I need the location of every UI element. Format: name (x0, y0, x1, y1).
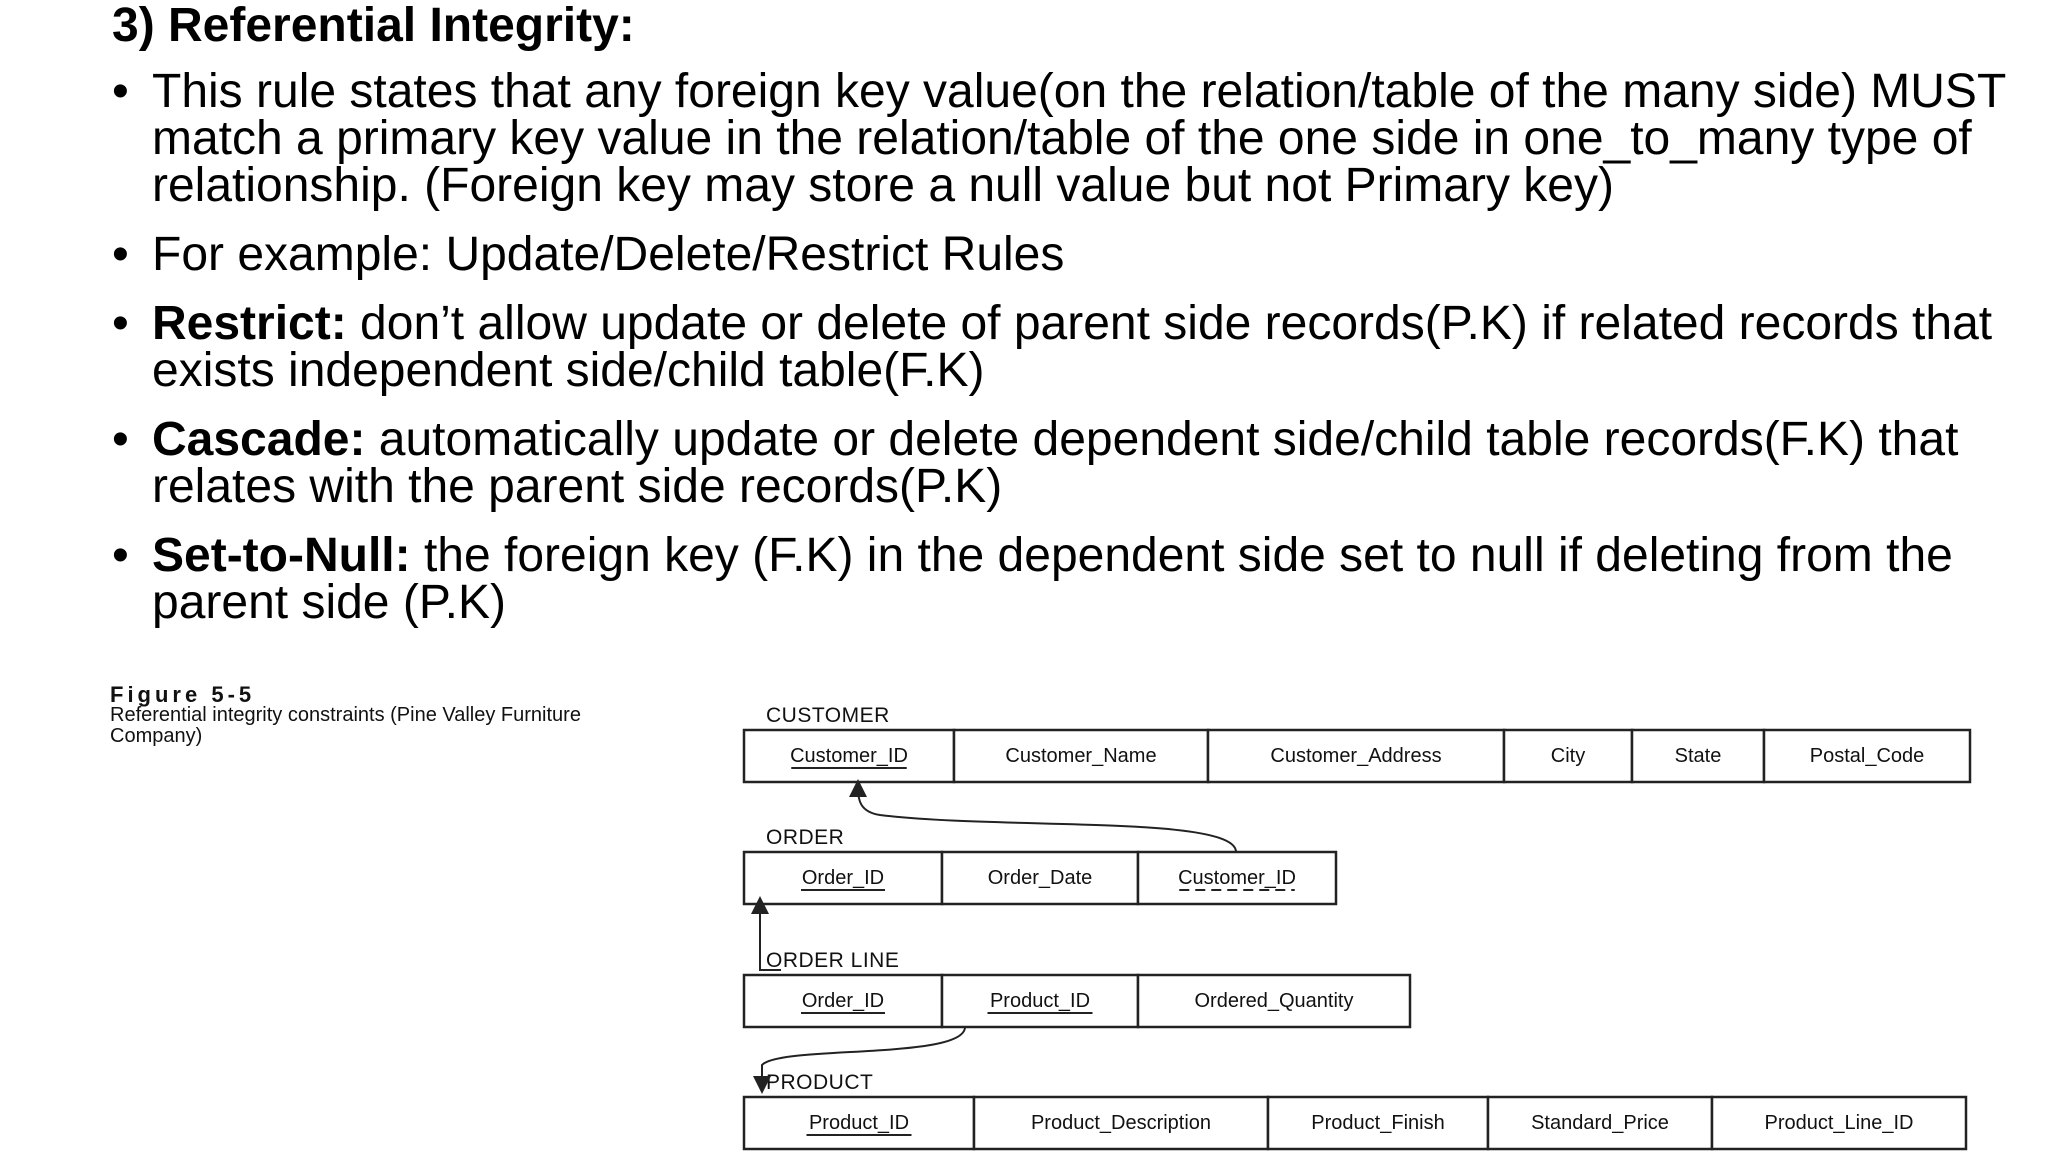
table-product (744, 1071, 1966, 1149)
table-customer (744, 704, 1970, 782)
table-order-line (744, 949, 1410, 1027)
column-name: Product_Description (1030, 1112, 1212, 1134)
table-order (744, 826, 1336, 904)
column-name: Postal_Code (1809, 745, 1925, 767)
table-name: CUSTOMER (766, 704, 890, 727)
table-name: ORDER (766, 826, 845, 849)
column-name: Customer_Address (1270, 745, 1442, 767)
column-name: City (1550, 745, 1586, 767)
bullet-text: the foreign key (F.K) in the dependent side set to null if deleting from the parent side (P.K) (152, 529, 1953, 629)
bullet-icon: • (112, 65, 129, 118)
column-name: Ordered_Quantity (1194, 990, 1354, 1012)
table-name: ORDER LINE (766, 949, 900, 972)
column-name: Product_Line_ID (1764, 1112, 1914, 1134)
column-name: Customer_Name (1005, 745, 1157, 767)
bullet-text: don’t allow update or delete of parent side records(P.K) if related records that exists independent side/child table(F.K) (152, 297, 1993, 397)
column-name: Customer_ID (790, 745, 908, 767)
bullet-icon: • (112, 413, 129, 466)
column-name: Standard_Price (1531, 1112, 1669, 1134)
bullet-term: Cascade: (152, 413, 366, 466)
column-name: Product_ID (989, 990, 1091, 1012)
bullet-text: For example: Update/Delete/Restrict Rules (152, 228, 1065, 281)
column-name: Order_Date (987, 867, 1093, 889)
fk-arrow-order-to-customer (858, 788, 1236, 852)
figure-caption-text: Referential integrity constraints (Pine Valley Furniture Company) (110, 704, 581, 747)
column-name: Order_ID (801, 990, 885, 1012)
figure-label: Figure 5-5 (110, 682, 256, 707)
column-name: Order_ID (801, 867, 885, 889)
column-name: Customer_ID (1178, 867, 1296, 889)
bullet-term: Restrict: (152, 297, 347, 350)
bullet-text: This rule states that any foreign key value(on the relation/table of the many side) MUST match a primary key value in the relation/table of the one side in one_to_many type of relationship. (Foreign key may store a null value but not Primary key) (152, 65, 2006, 212)
column-name: Product_ID (808, 1112, 910, 1134)
bullet-term: Set-to-Null: (152, 529, 411, 582)
bullet-icon: • (112, 228, 129, 281)
bullet-icon: • (112, 529, 129, 582)
slide-title: 3) Referential Integrity: (112, 0, 635, 52)
column-name: Product_Finish (1311, 1112, 1445, 1134)
table-name: PRODUCT (766, 1071, 874, 1094)
column-name: State (1674, 745, 1722, 767)
bullet-icon: • (112, 297, 129, 350)
tables-layer (744, 704, 1970, 1149)
bullet-text: automatically update or delete dependent side/child table records(F.K) that relates with the parent side records(P.K) (152, 413, 1959, 513)
